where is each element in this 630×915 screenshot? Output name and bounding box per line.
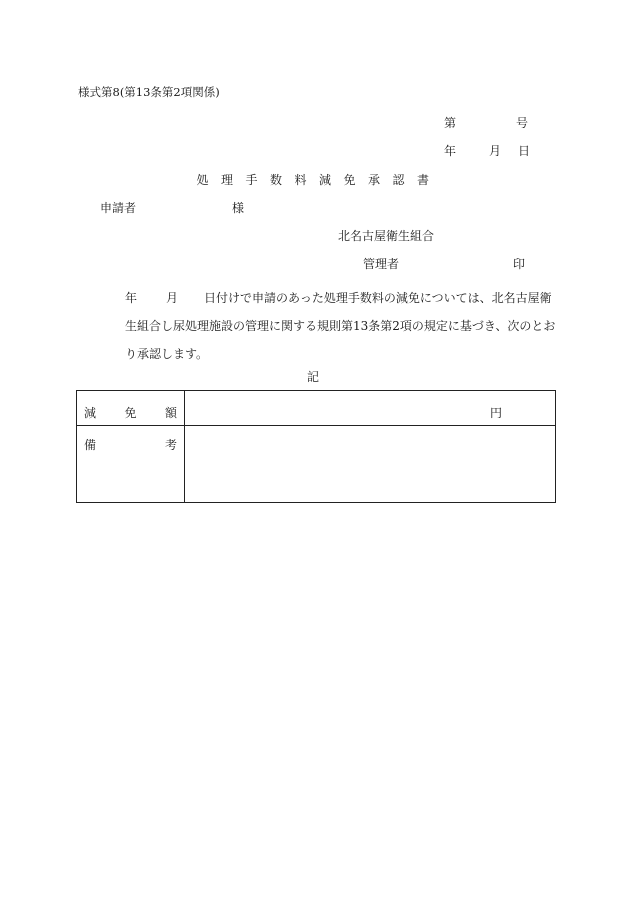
- yen-unit: 円: [490, 406, 503, 420]
- remarks-label: [84, 436, 177, 453]
- issuer-organization: 北名古屋衛生組合: [338, 229, 435, 243]
- body-year: 年: [125, 291, 138, 305]
- label-char: 備: [84, 438, 97, 452]
- date-day: 日: [518, 144, 531, 158]
- label-char: 減: [84, 406, 97, 420]
- label-char: 免: [124, 406, 137, 420]
- form-number-label: 様式第8(第13条第2項関係): [78, 85, 220, 99]
- note-heading: 記: [307, 370, 320, 384]
- seal-mark: 印: [513, 257, 526, 271]
- label-char: 額: [164, 406, 177, 420]
- reduction-amount-label: [84, 404, 177, 421]
- date-month: 月: [489, 144, 502, 158]
- applicant-honorific: 様: [232, 201, 245, 215]
- date-line: [444, 145, 530, 157]
- table-row-divider: [77, 425, 555, 426]
- date-year: 年: [444, 144, 457, 158]
- approval-body-text: [83, 284, 560, 368]
- body-text-main: 日付けで申請のあった処理手数料の減免については、北名古屋衛生組合し尿処理施設の管理に関する規則第13条第2項の規定に基づき、次のとおり承認します。: [125, 291, 556, 361]
- number-suffix: 号: [515, 116, 528, 130]
- number-prefix: 第: [444, 116, 457, 130]
- body-paragraph: [83, 284, 560, 368]
- issuer-title: 管理者: [363, 257, 400, 271]
- table-column-divider: [184, 391, 185, 502]
- detail-table: [76, 390, 556, 503]
- document-title: 処理手数料減免承認書: [196, 173, 442, 187]
- label-char: 考: [164, 438, 177, 452]
- body-month: 月: [166, 291, 179, 305]
- applicant-label: 申請者: [100, 201, 137, 215]
